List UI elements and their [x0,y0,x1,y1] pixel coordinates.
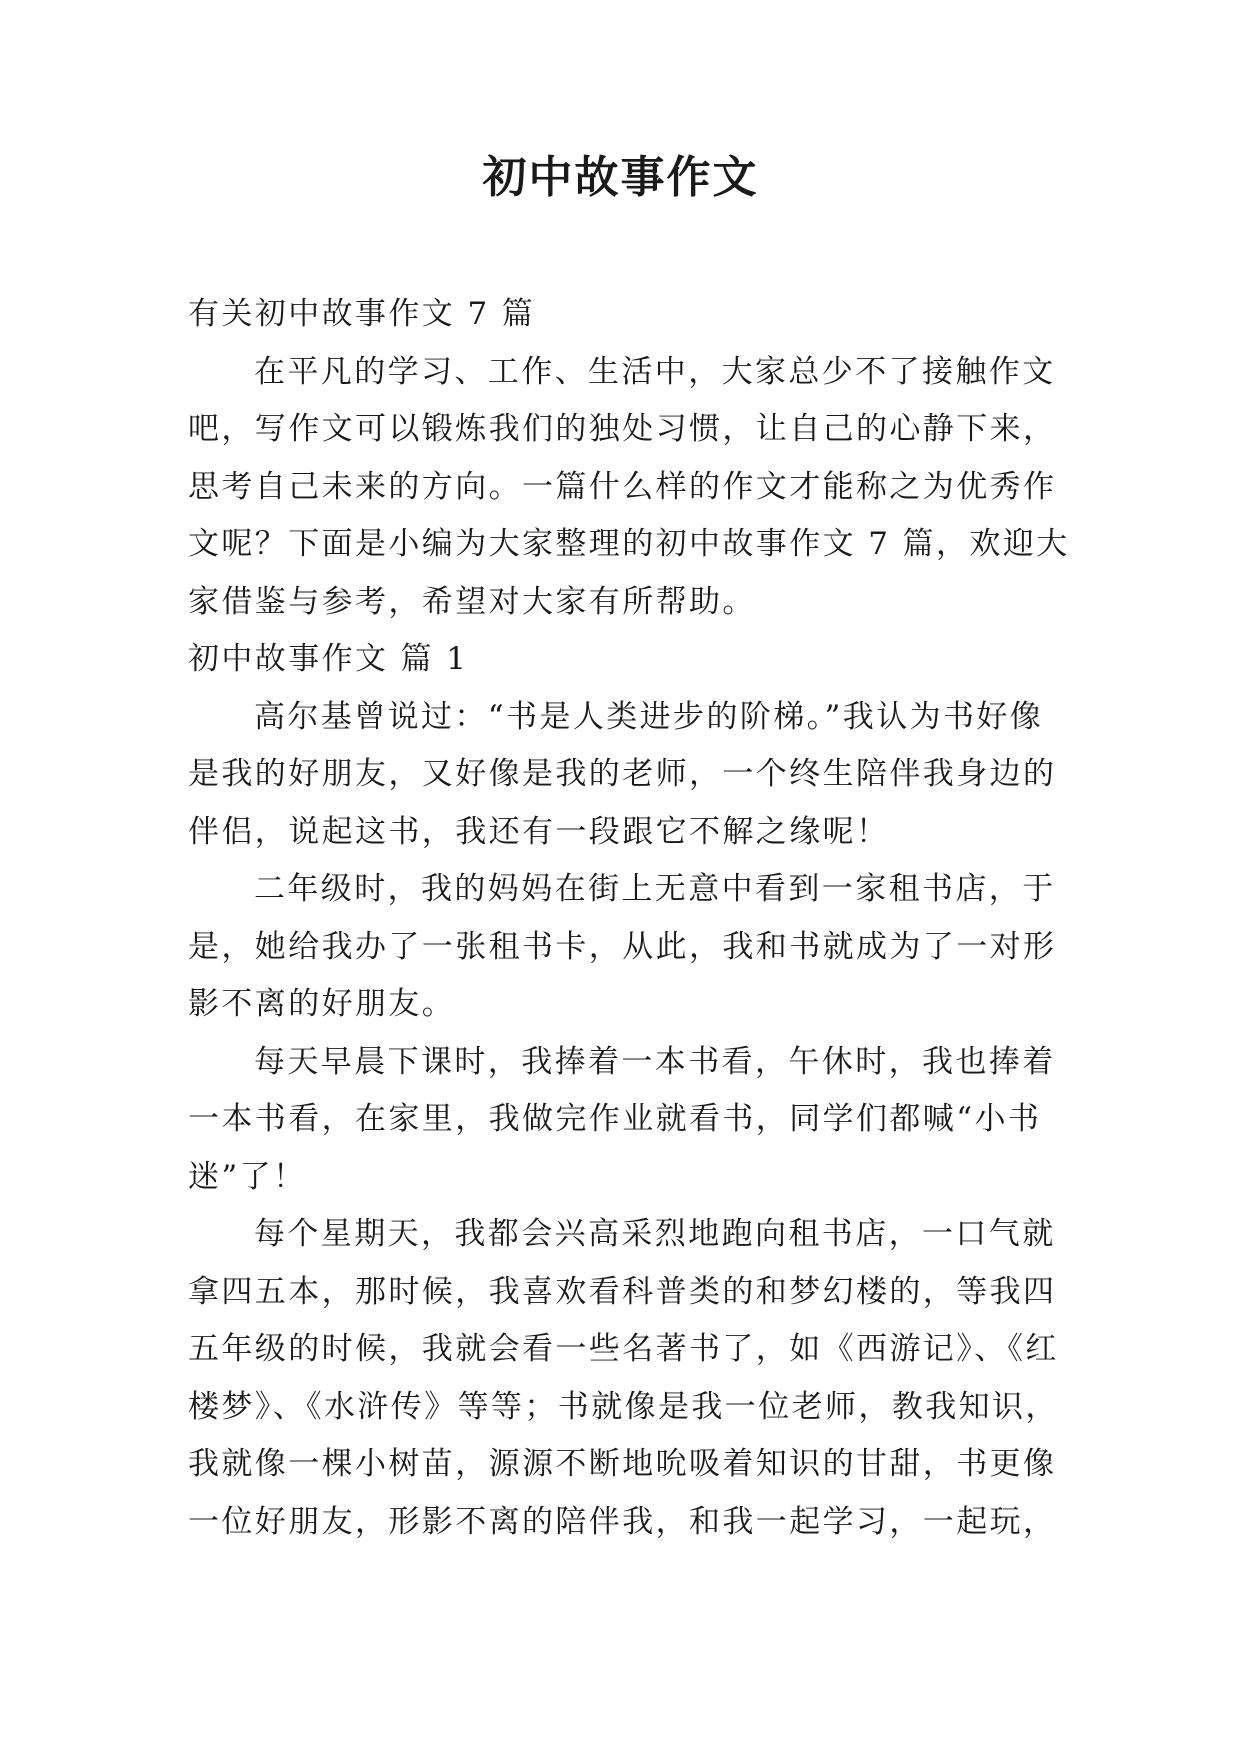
paragraph-line: 楼梦》、《水浒传》等等；书就像是我一位老师，教我知识， [188,1388,1059,1425]
paragraph-line: 是，她给我办了一张租书卡，从此，我和书就成为了一对形 [188,928,1057,965]
paragraph-line: 高尔基曾说过：“书是人类进步的阶梯。”我认为书好像 [254,698,1044,735]
paragraph-line: 每天早晨下课时，我捧着一本书看，午休时，我也捧着 [254,1043,1056,1080]
intro-paragraph [188,344,1070,632]
paragraph-2 [188,861,1057,1034]
document-title: 初中故事作文 [482,152,759,203]
paragraph-line: 伴侣，说起这书，我还有一段跟它不解之缘呢！ [188,813,890,850]
paragraph-4 [188,1206,1059,1551]
intro-line: 思考自己未来的方向。一篇什么样的作文才能称之为优秀作 [188,468,1057,505]
paragraph-1 [188,689,1057,862]
document-subtitle: 有关初中故事作文 7 篇 [188,296,536,332]
intro-line: 在平凡的学习、工作、生活中，大家总少不了接触作文 [254,353,1056,390]
paragraph-line: 每个星期天，我都会兴高采烈地跑向租书店，一口气就 [254,1216,1056,1252]
paragraph-line: 影不离的好朋友。 [188,986,456,1022]
paragraph-line: 是我的好朋友，又好像是我的老师，一个终生陪伴我身边的 [188,756,1057,792]
paragraph-line: 我就像一棵小树苗，源源不断地吮吸着知识的甘甜，书更像 [188,1446,1057,1482]
paragraph-line: 拿四五本，那时候，我喜欢看科普类的和梦幻楼的，等我四 [188,1273,1057,1310]
paragraph-line: 五年级的时候，我就会看一些名著书了，如《西游记》、《红 [188,1331,1059,1367]
paragraph-line: 一本书看，在家里，我做完作业就看书，同学们都喊“小书 [188,1101,1042,1137]
document-body [188,286,1070,1551]
intro-line: 家借鉴与参考，希望对大家有所帮助。 [188,583,756,620]
paragraph-line: 一位好朋友，形影不离的陪伴我，和我一起学习，一起玩， [188,1503,1057,1540]
intro-line: 文呢？下面是小编为大家整理的初中故事作文 7 篇，欢迎大 [188,526,1070,562]
paragraph-line: 二年级时，我的妈妈在街上无意中看到一家租书店，于 [254,871,1056,907]
intro-line: 吧，写作文可以锻炼我们的独处习惯，让自己的心静下来， [188,411,1057,447]
paragraph-line: 迷”了！ [188,1158,307,1195]
paragraph-3 [188,1034,1054,1207]
section-heading: 初中故事作文 篇 1 [188,641,469,677]
